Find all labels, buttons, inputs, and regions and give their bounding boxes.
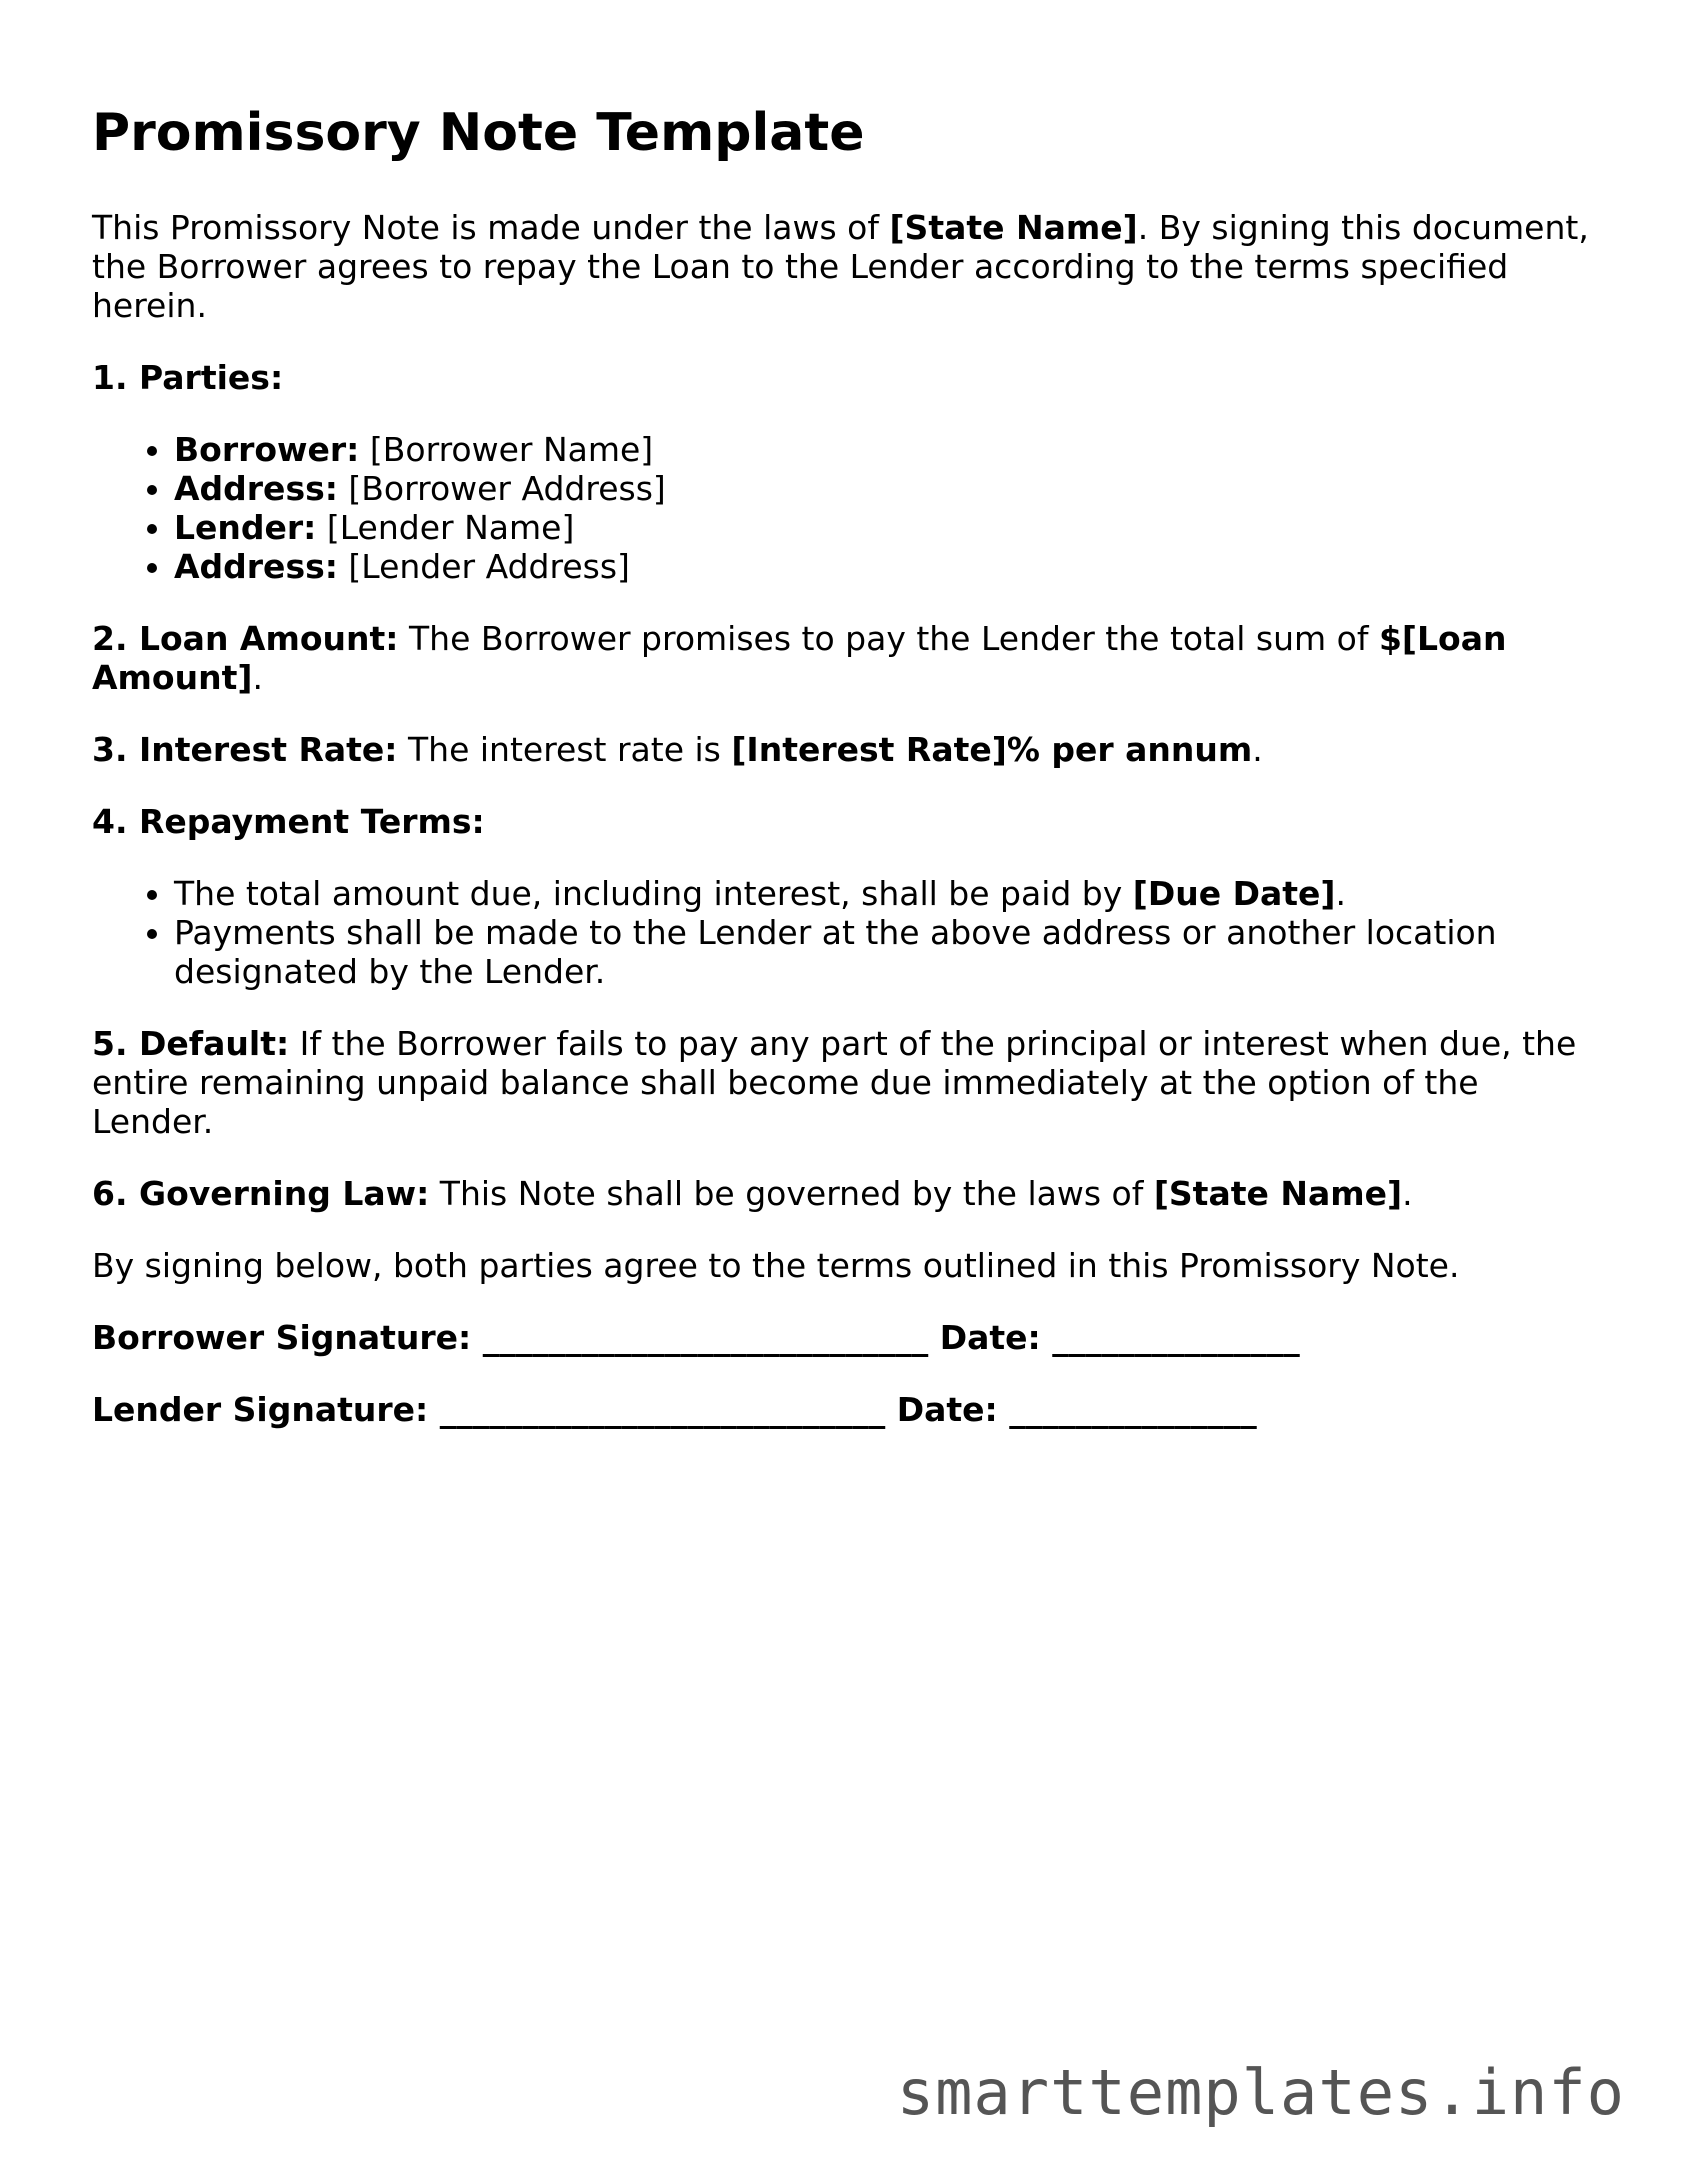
loan-amount-heading: 2. Loan Amount: [92,619,399,658]
loan-amount-text: The Borrower promises to pay the Lender the total sum of [398,619,1379,658]
party-label: Lender: [174,508,317,547]
intro-state: [State Name] [889,208,1138,247]
party-value: [Lender Address] [337,547,630,586]
parties-list [92,430,1602,586]
party-value: [Borrower Address] [337,469,666,508]
list-item [174,508,1602,547]
interest-rate-text: The interest rate is [397,730,732,769]
default-heading: 5. Default: [92,1024,290,1063]
governing-law-state: [State Name] [1153,1174,1403,1213]
borrower-signature-line: Borrower Signature: ___________________________ Date: _______________ [92,1318,1300,1357]
party-label: Address: [174,547,338,586]
governing-law-clause: 6. Governing Law: This Note shall be governed by the laws of [State Name]. [92,1174,1413,1213]
interest-rate-heading: 3. Interest Rate: [92,730,398,769]
interest-rate-clause: 3. Interest Rate: The interest rate is [Interest Rate]% per annum. [92,730,1263,769]
parties-heading: 1. Parties: [92,358,284,397]
default-clause [92,1024,1602,1141]
party-value: [Lender Name] [316,508,575,547]
due-date: [Due Date] [1132,874,1336,913]
repayment-list [92,874,1602,991]
watermark: smarttemplates.info [896,2056,1625,2129]
intro-text-post: . By signing this document, the Borrower agrees to repay the Loan to the Lender according to the terms specified herein. [92,208,1589,325]
default-text: If the Borrower fails to pay any part of the principal or interest when due, the entire remaining unpaid balance shall become due immediately at the option of the Lender. [92,1024,1577,1141]
list-item [174,430,1602,469]
governing-law-heading: 6. Governing Law: [92,1174,430,1213]
party-label: Borrower: [174,430,360,469]
list-item [174,469,1602,508]
lender-signature-line: Lender Signature: ___________________________ Date: _______________ [92,1390,1257,1429]
intro-text-pre: This Promissory Note is made under the laws of [92,208,890,247]
agreement-statement: By signing below, both parties agree to the terms outlined in this Promissory Note. [92,1246,1460,1285]
governing-law-text: This Note shall be governed by the laws of [429,1174,1154,1213]
loan-amount-value: $[Loan Amount] [92,619,1507,697]
repayment-heading: 4. Repayment Terms: [92,802,485,841]
list-item [174,547,1602,586]
party-label: Address: [174,469,338,508]
document-page [92,100,1602,1462]
loan-amount-clause: 2. Loan Amount: The Borrower promises to pay the Lender the total sum of $[Loan Amount]. [92,619,1507,697]
list-item: • The total amount due, including interest, shall be paid by [Due Date]. [174,874,1602,913]
list-item: • Payments shall be made to the Lender at the above address or another location designated by the Lender. [174,913,1602,991]
party-value: [Borrower Name] [359,430,654,469]
intro-paragraph [92,208,1602,325]
document-title: Promissory Note Template [92,103,865,163]
interest-rate-value: [Interest Rate]% per annum [731,730,1253,769]
